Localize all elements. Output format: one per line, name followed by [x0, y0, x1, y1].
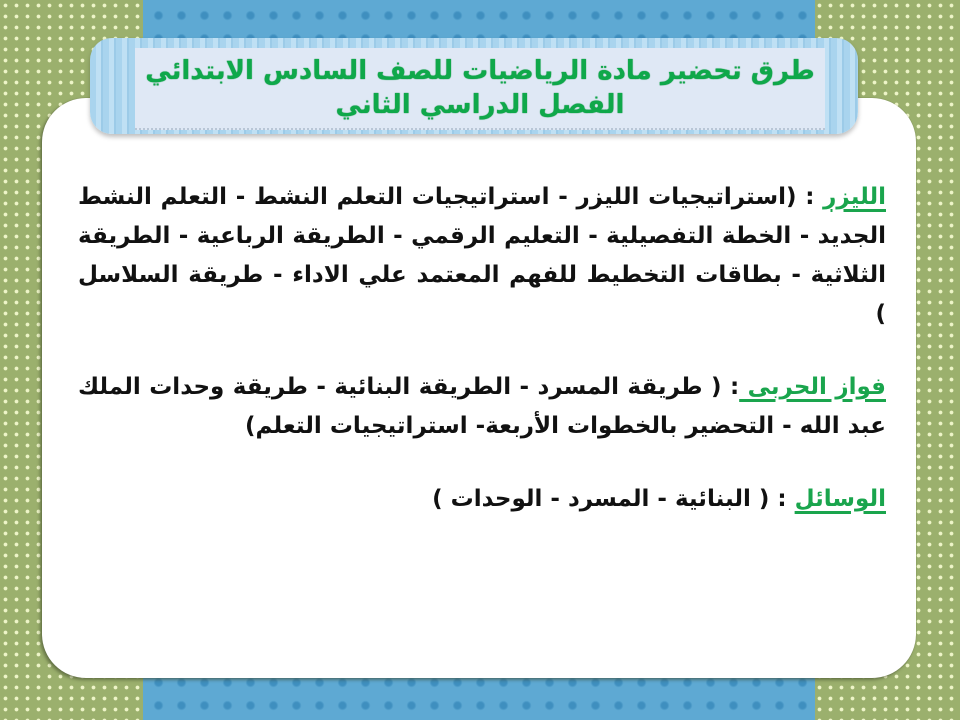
section-body-fawaz: ( طريقة المسرد - الطريقة البنائية - طريقة وحدات الملك عبد الله - التحضير بالخطوات الأربعة- استراتيجيات التعلم)	[78, 374, 886, 439]
section-label-fawaz[interactable]: فواز الحربى	[739, 374, 886, 400]
title-line-1: طرق تحضير مادة الرياضيات للصف السادس الابتدائي	[145, 56, 815, 86]
label-separator: :	[769, 486, 795, 512]
section-label-laser[interactable]: الليزر	[823, 184, 886, 210]
section-laser	[78, 178, 886, 334]
section-wasail	[78, 480, 886, 519]
title-panel	[135, 48, 825, 130]
section-label-wasail[interactable]: الوسائل	[794, 486, 886, 512]
section-body-laser: (استراتيجيات الليزر - استراتيجيات التعلم النشط - التعلم النشط الجديد - الخطة التفصيلية - التعليم الرقمي - الطريقة الرباعية - الطريقة الثلاثية - بطاقات التخطيط للفهم المعتمد علي الاداء - طريقة السلاسل )	[78, 184, 886, 327]
label-separator: :	[796, 184, 824, 210]
title-banner	[90, 38, 858, 134]
label-separator: :	[721, 374, 740, 400]
section-fawaz	[78, 368, 886, 446]
section-body-wasail: ( البنائية - المسرد - الوحدات )	[432, 486, 770, 512]
title-line-2: الفصل الدراسي الثاني	[335, 90, 625, 120]
content-body	[78, 178, 886, 553]
